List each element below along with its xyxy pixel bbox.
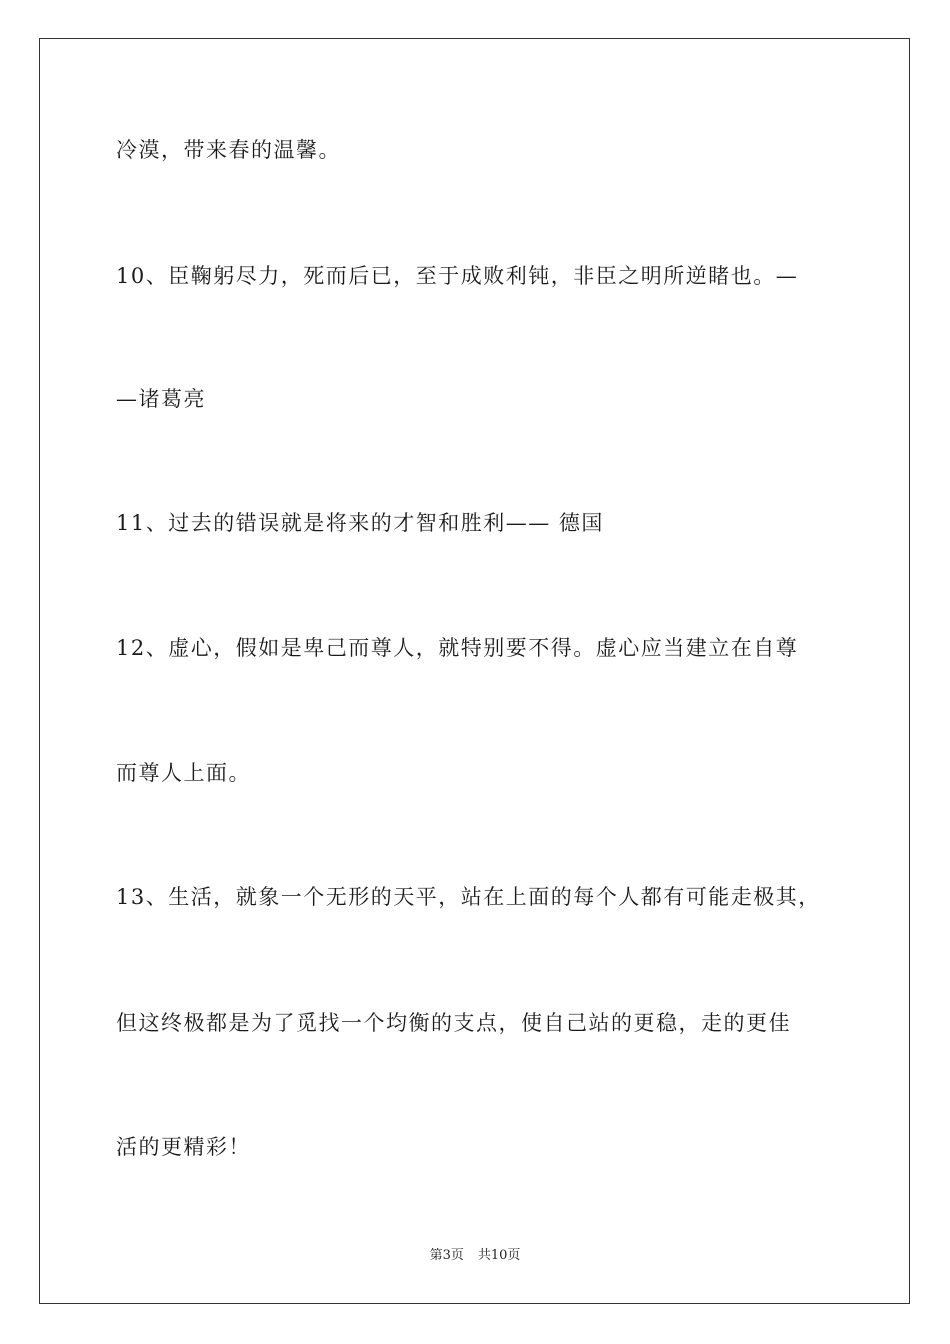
- page-number: 第3页: [429, 1248, 464, 1263]
- text-line: 10、臣鞠躬尽力，死而后已，至于成败利钝，非臣之明所逆睹也。—: [116, 264, 799, 288]
- text-line: 11、过去的错误就是将来的才智和胜利—— 德国: [116, 511, 604, 535]
- text-line: 12、虚心，假如是卑己而尊人，就特别要不得。虚心应当建立在自尊: [116, 636, 799, 660]
- text-line: 13、生活，就象一个无形的天平，站在上面的每个人都有可能走极其，: [116, 885, 821, 909]
- page-total: 共10页: [477, 1248, 521, 1263]
- text-line: 而尊人上面。: [116, 761, 251, 785]
- text-line: 但这终极都是为了觅找一个均衡的支点，使自己站的更稳，走的更佳: [116, 1011, 791, 1035]
- page-footer: [0, 1247, 950, 1265]
- text-line: —诸葛亮: [116, 387, 206, 411]
- text-line: 活的更精彩！: [116, 1135, 251, 1159]
- text-line: 冷漠，带来春的温馨。: [116, 138, 341, 162]
- page-frame: [39, 38, 910, 1304]
